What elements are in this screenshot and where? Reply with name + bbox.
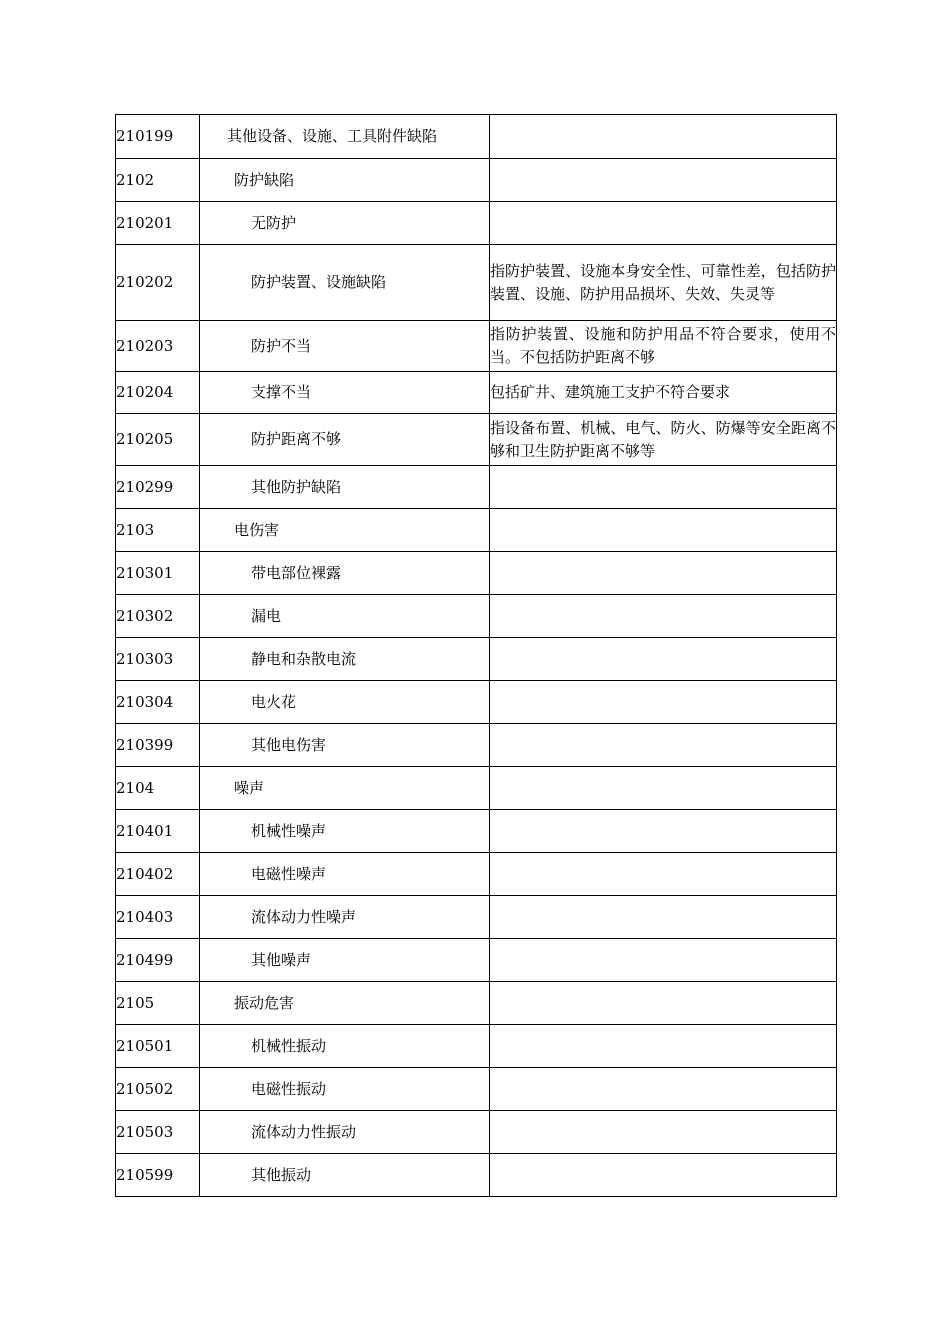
table-row [116,1068,837,1111]
description-cell [490,853,837,896]
code-cell: 2105 [116,982,200,1025]
table-row [116,724,837,767]
name-cell: 带电部位裸露 [200,552,490,595]
description-cell: 包括矿井、建筑施工支护不符合要求 [490,372,837,414]
description-cell [490,724,837,767]
name-cell: 机械性振动 [200,1025,490,1068]
code-cell: 210304 [116,681,200,724]
description-cell [490,810,837,853]
description-cell [490,896,837,939]
table-row [116,159,837,202]
name-cell: 支撑不当 [200,372,490,414]
description-cell [490,982,837,1025]
table-row [116,552,837,595]
description-cell [490,159,837,202]
name-cell: 振动危害 [200,982,490,1025]
name-cell: 静电和杂散电流 [200,638,490,681]
name-cell: 防护缺陷 [200,159,490,202]
code-cell: 210599 [116,1154,200,1197]
code-cell: 210303 [116,638,200,681]
table-row [116,509,837,552]
table-row [116,638,837,681]
description-cell [490,1025,837,1068]
description-cell [490,1068,837,1111]
table-body [116,115,837,1197]
code-cell: 210499 [116,939,200,982]
name-cell: 漏电 [200,595,490,638]
name-cell: 其他设备、设施、工具附件缺陷 [200,115,490,159]
table-row [116,414,837,466]
name-cell: 其他防护缺陷 [200,466,490,509]
description-cell [490,115,837,159]
table-row [116,115,837,159]
code-cell: 210402 [116,853,200,896]
description-cell [490,939,837,982]
code-cell: 210203 [116,321,200,372]
code-cell: 210403 [116,896,200,939]
code-cell: 2103 [116,509,200,552]
name-cell: 电磁性噪声 [200,853,490,896]
name-cell: 防护装置、设施缺陷 [200,245,490,321]
code-cell: 210199 [116,115,200,159]
code-cell: 2102 [116,159,200,202]
code-cell: 210299 [116,466,200,509]
table-row [116,466,837,509]
table-row [116,372,837,414]
description-cell: 指防护装置、设施本身安全性、可靠性差，包括防护装置、设施、防护用品损坏、失效、失灵等 [490,245,837,321]
table-row [116,767,837,810]
description-cell [490,595,837,638]
table-row [116,681,837,724]
hazard-classification-table [115,114,837,1197]
name-cell: 流体动力性振动 [200,1111,490,1154]
code-cell: 210503 [116,1111,200,1154]
description-cell: 指防护装置、设施和防护用品不符合要求，使用不当。不包括防护距离不够 [490,321,837,372]
name-cell: 其他振动 [200,1154,490,1197]
name-cell: 防护不当 [200,321,490,372]
name-cell: 电伤害 [200,509,490,552]
table-row [116,853,837,896]
description-cell [490,681,837,724]
code-cell: 210302 [116,595,200,638]
code-cell: 210205 [116,414,200,466]
name-cell: 其他噪声 [200,939,490,982]
description-cell: 指设备布置、机械、电气、防火、防爆等安全距离不够和卫生防护距离不够等 [490,414,837,466]
table-row [116,202,837,245]
table-row [116,982,837,1025]
table-row [116,245,837,321]
name-cell: 其他电伤害 [200,724,490,767]
table-row [116,1025,837,1068]
name-cell: 机械性噪声 [200,810,490,853]
name-cell: 流体动力性噪声 [200,896,490,939]
description-cell [490,202,837,245]
code-cell: 2104 [116,767,200,810]
name-cell: 电磁性振动 [200,1068,490,1111]
code-cell: 210502 [116,1068,200,1111]
code-cell: 210204 [116,372,200,414]
description-cell [490,1154,837,1197]
description-cell [490,552,837,595]
code-cell: 210501 [116,1025,200,1068]
table-row [116,1154,837,1197]
name-cell: 电火花 [200,681,490,724]
code-cell: 210202 [116,245,200,321]
description-cell [490,1111,837,1154]
name-cell: 噪声 [200,767,490,810]
code-cell: 210201 [116,202,200,245]
table-row [116,939,837,982]
table-row [116,1111,837,1154]
table-row [116,321,837,372]
code-cell: 210301 [116,552,200,595]
table-row [116,896,837,939]
description-cell [490,466,837,509]
description-cell [490,509,837,552]
code-cell: 210399 [116,724,200,767]
name-cell: 防护距离不够 [200,414,490,466]
description-cell [490,638,837,681]
table-row [116,810,837,853]
description-cell [490,767,837,810]
name-cell: 无防护 [200,202,490,245]
table-row [116,595,837,638]
code-cell: 210401 [116,810,200,853]
